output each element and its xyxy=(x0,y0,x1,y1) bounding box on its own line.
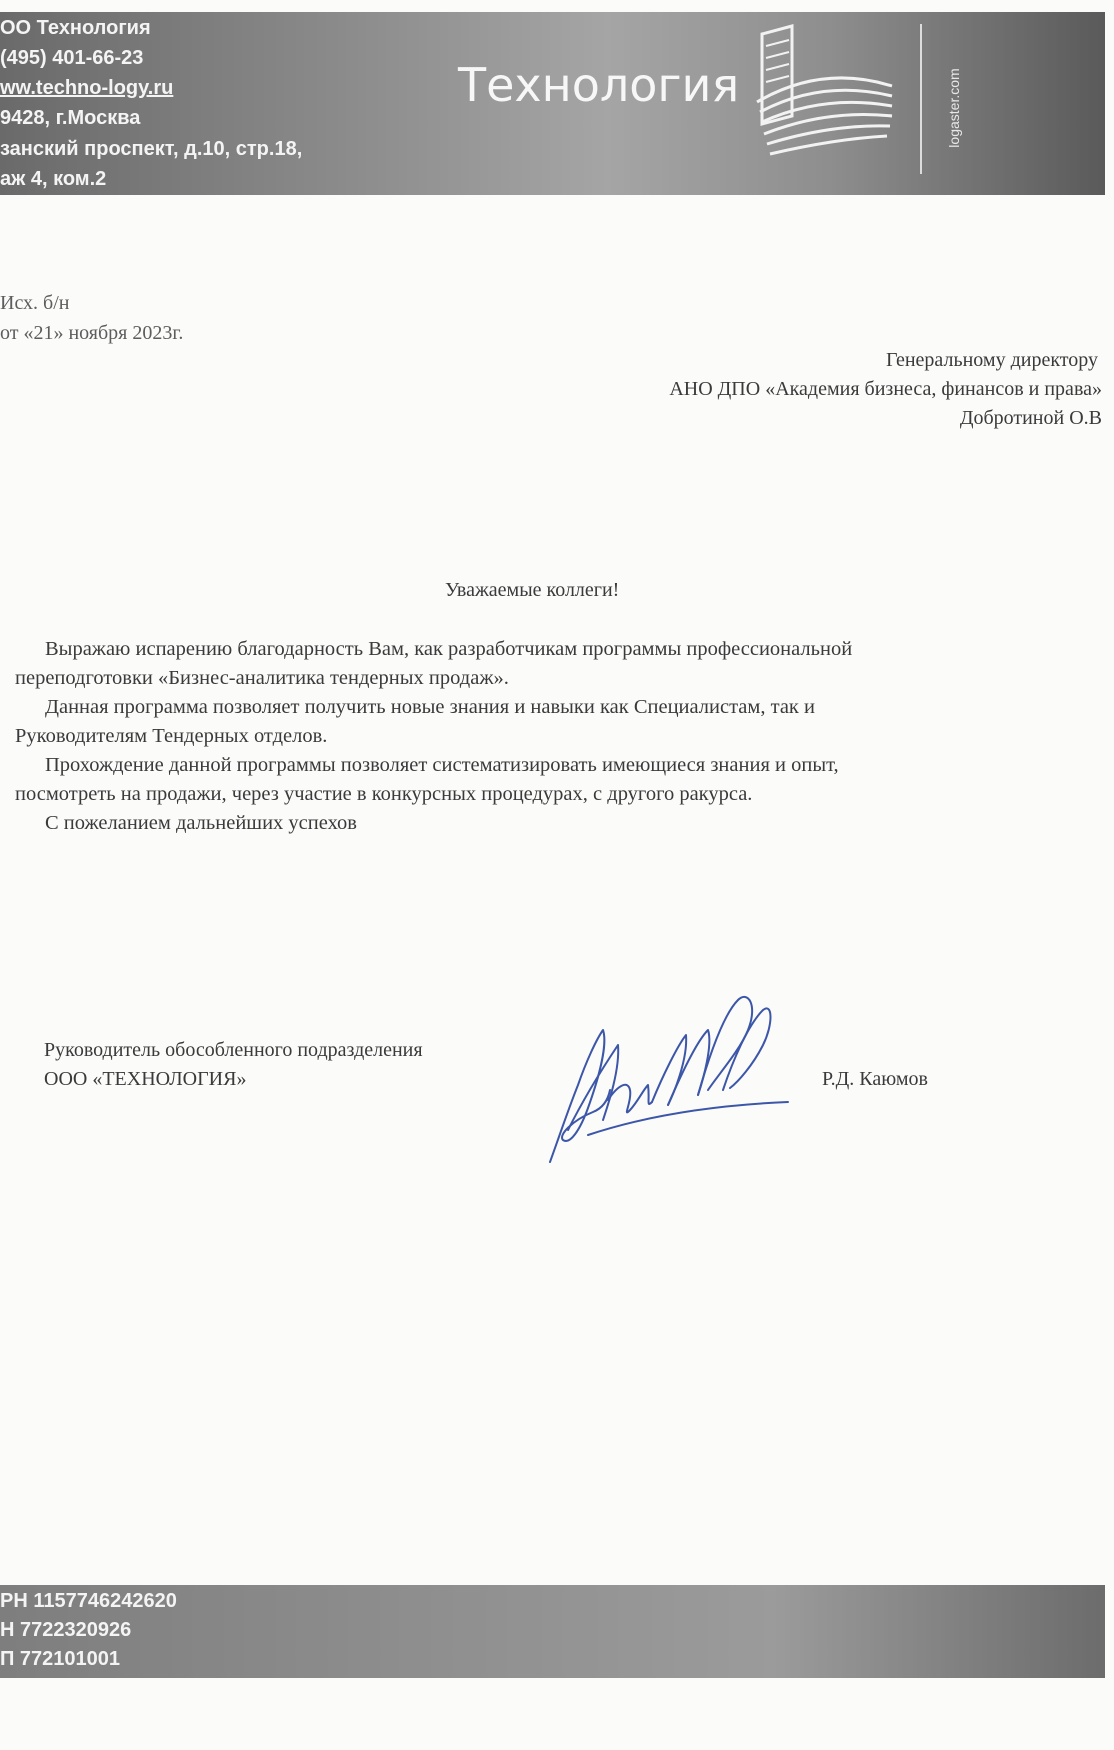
letter-body xyxy=(15,635,1075,838)
header-phone: (495) 401-66-23 xyxy=(0,47,144,69)
outgoing-number: Исх. б/н xyxy=(0,292,70,314)
header-website-link[interactable]: ww.techno-logy.ru xyxy=(0,77,174,99)
paragraph-3-line-1: Прохождение данной программы позволяет систематизировать имеющиеся знания и опыт, xyxy=(45,754,839,776)
signer-company: ООО «ТЕХНОЛОГИЯ» xyxy=(44,1068,247,1090)
paragraph-2-line-1: Данная программа позволяет получить новые знания и навыки как Специалистам, так и xyxy=(45,696,815,718)
paragraph-3-line-2: посмотреть на продажи, через участие в конкурсных процедурах, с другого ракурса. xyxy=(15,783,753,805)
closing-wish: С пожеланием дальнейших успехов xyxy=(45,812,357,834)
handwritten-signature-icon xyxy=(548,990,793,1165)
brand-name: Технология xyxy=(458,58,740,112)
signer-position: Руководитель обособленного подразделения xyxy=(44,1039,423,1061)
paragraph-1-line-1: Выражаю испарению благодарность Вам, как разработчикам программы профессиональной xyxy=(45,638,853,660)
building-logo-icon xyxy=(752,24,900,169)
letter-date: от «21» ноября 2023г. xyxy=(0,322,184,344)
paragraph-1-line-2: переподготовки «Бизнес-аналитика тендерных продаж». xyxy=(15,667,509,689)
footer-kpp: П 772101001 xyxy=(0,1648,121,1670)
header-zip-city: 9428, г.Москва xyxy=(0,107,141,129)
header-company: ОО Технология xyxy=(0,17,151,39)
paragraph-2-line-2: Руководителям Тендерных отделов. xyxy=(15,725,328,747)
footer-inn: Н 7722320926 xyxy=(0,1619,132,1641)
logo-vertical-url: logaster.com xyxy=(946,68,962,148)
addressee-name: Добротиной О.В xyxy=(959,407,1102,429)
header-street: занский проспект, д.10, стр.18, xyxy=(0,138,303,160)
header-divider xyxy=(920,24,922,174)
addressee-organization: АНО ДПО «Академия бизнеса, финансов и права» xyxy=(669,378,1102,400)
addressee-title: Генеральному директору xyxy=(885,349,1098,371)
signer-name: Р.Д. Каюмов xyxy=(822,1068,928,1090)
footer-ogrn: РН 1157746242620 xyxy=(0,1590,177,1612)
header-floor: аж 4, ком.2 xyxy=(0,168,107,190)
greeting: Уважаемые коллеги! xyxy=(445,579,620,601)
